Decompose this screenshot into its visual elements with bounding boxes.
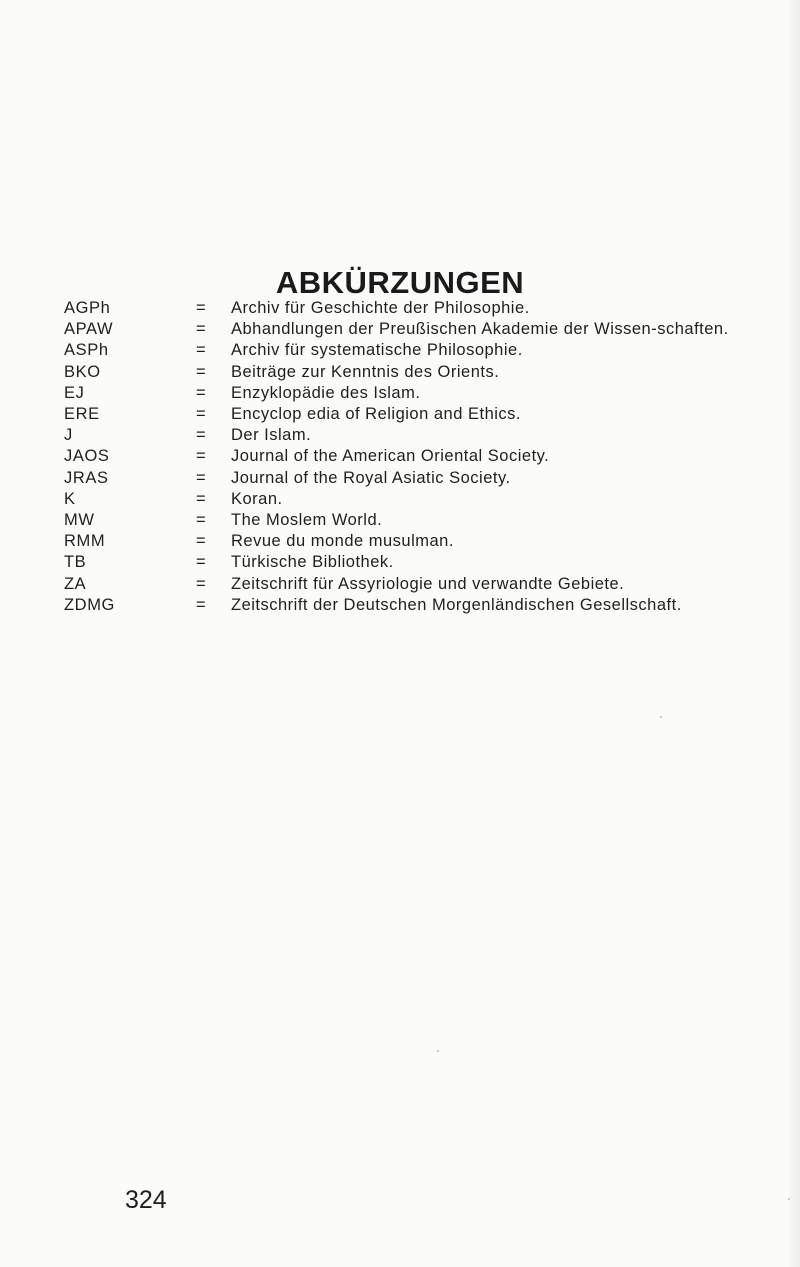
abbreviation: JRAS [64, 468, 109, 487]
equals-sign: = [196, 574, 206, 593]
abbreviation: ASPh [64, 341, 109, 360]
list-item [64, 468, 788, 489]
definition: Türkische Bibliothek. [231, 553, 394, 572]
list-item [64, 298, 788, 319]
abbreviation: APAW [64, 320, 114, 339]
abbreviation: EJ [64, 383, 85, 402]
definition: Encyclop edia of Religion and Ethics. [231, 405, 521, 424]
print-speck [437, 1050, 439, 1052]
print-speck [788, 1198, 790, 1200]
definition: Abhandlungen der Preußischen Akademie der Wissen-schaften. [231, 320, 729, 339]
equals-sign: = [196, 489, 206, 508]
list-item [64, 383, 788, 404]
page-number: 324 [125, 1186, 167, 1214]
list-item [64, 574, 788, 595]
list-item [64, 552, 788, 573]
equals-sign: = [196, 511, 206, 530]
definition: Beiträge zur Kenntnis des Orients. [231, 362, 500, 381]
definition: Zeitschrift für Assyriologie und verwandte Gebiete. [231, 574, 625, 593]
abbreviation-list [64, 298, 788, 616]
page-title: ABKÜRZUNGEN [275, 264, 525, 300]
definition: Journal of the American Oriental Society. [231, 447, 550, 466]
list-item [64, 319, 788, 340]
equals-sign: = [196, 362, 206, 381]
definition: Archiv für Geschichte der Philosophie. [231, 299, 530, 317]
definition: Revue du monde musulman. [231, 532, 454, 551]
print-speck [660, 716, 662, 718]
equals-sign: = [196, 405, 206, 424]
abbreviation: TB [64, 553, 87, 572]
equals-sign: = [196, 299, 206, 317]
definition: Zeitschrift der Deutschen Morgenländischen Gesellschaft. [231, 595, 682, 614]
list-item [64, 362, 788, 383]
abbreviation: JAOS [64, 447, 110, 466]
equals-sign: = [196, 468, 206, 487]
definition: Archiv für systematische Philosophie. [231, 341, 523, 360]
list-item [64, 425, 788, 446]
abbreviation: RMM [64, 532, 106, 551]
equals-sign: = [196, 447, 206, 466]
list-item [64, 531, 788, 552]
abbreviation: K [64, 489, 76, 508]
definition: Der Islam. [231, 426, 312, 445]
abbreviation: ZA [64, 574, 87, 593]
abbreviation: BKO [64, 362, 101, 381]
definition: The Moslem World. [231, 511, 383, 530]
list-item [64, 446, 788, 467]
list-item [64, 404, 788, 425]
abbreviation: AGPh [64, 299, 111, 317]
abbreviation: J [64, 426, 73, 445]
abbreviation: ERE [64, 405, 100, 424]
equals-sign: = [196, 426, 206, 445]
definition: Koran. [231, 489, 283, 508]
definition: Journal of the Royal Asiatic Society. [231, 468, 511, 487]
list-item [64, 489, 788, 510]
page-edge-shadow [786, 0, 800, 1267]
abbreviation: MW [64, 511, 95, 530]
equals-sign: = [196, 532, 206, 551]
list-item [64, 510, 788, 531]
list-item [64, 595, 788, 616]
equals-sign: = [196, 341, 206, 360]
equals-sign: = [196, 553, 206, 572]
list-item [64, 340, 788, 361]
equals-sign: = [196, 383, 206, 402]
definition: Enzyklopädie des Islam. [231, 383, 421, 402]
abbreviation: ZDMG [64, 595, 115, 614]
equals-sign: = [196, 320, 206, 339]
equals-sign: = [196, 595, 206, 614]
